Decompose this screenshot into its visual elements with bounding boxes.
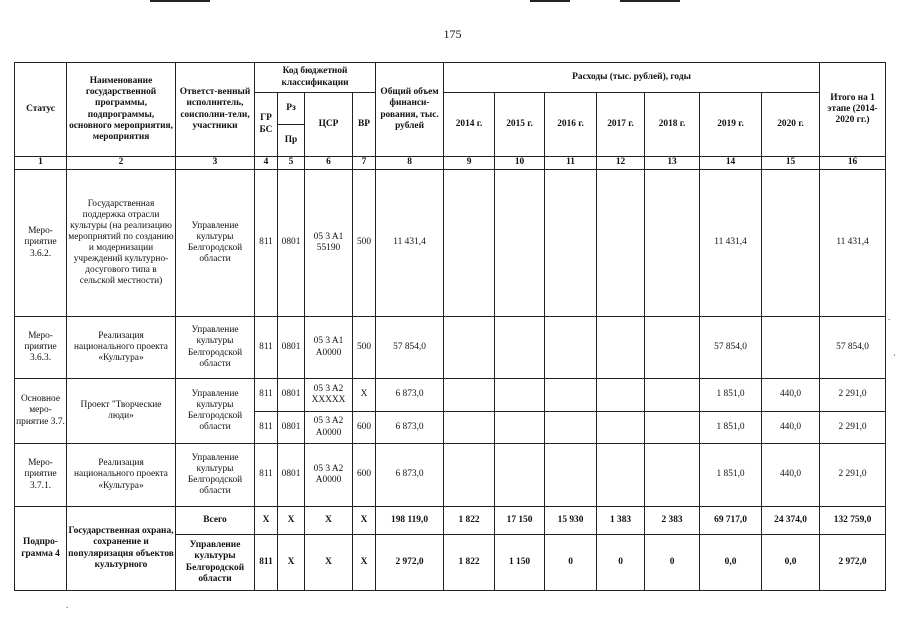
header-pr: Пр <box>278 125 305 157</box>
row-csr: 05 3 A2 XXXXX <box>305 379 353 412</box>
row-itogo: 2 291,0 <box>820 379 886 412</box>
row-y2015 <box>495 412 545 444</box>
row-y2018 <box>645 379 700 412</box>
row-total: 11 431,4 <box>376 170 444 317</box>
col-number: 12 <box>597 157 645 170</box>
scan-edge-line <box>620 0 680 2</box>
row-grbs: 811 <box>255 379 278 412</box>
row-csr: 05 3 A2 A0000 <box>305 444 353 507</box>
row-status: Меро-приятие 3.6.2. <box>15 170 67 317</box>
row-y2015: 17 150 <box>495 507 545 535</box>
row-y2014: 1 822 <box>444 507 495 535</box>
row-y2016: 15 930 <box>545 507 597 535</box>
col-number: 15 <box>762 157 820 170</box>
row-name: Проект "Творческие люди» <box>67 379 176 444</box>
budget-table <box>14 62 886 591</box>
row-itogo: 132 759,0 <box>820 507 886 535</box>
col-number: 11 <box>545 157 597 170</box>
row-y2014 <box>444 444 495 507</box>
col-number: 10 <box>495 157 545 170</box>
row-grbs: 811 <box>255 317 278 379</box>
row-rzpr: X <box>278 535 305 591</box>
header-year-2020: 2020 г. <box>762 93 820 157</box>
row-csr: 05 3 A1 A0000 <box>305 317 353 379</box>
row-y2015 <box>495 317 545 379</box>
row-name: Реализация национального проекта «Культура» <box>67 317 176 379</box>
row-total: 6 873,0 <box>376 379 444 412</box>
row-vr: X <box>353 507 376 535</box>
row-y2020: 0,0 <box>762 535 820 591</box>
row-y2016 <box>545 412 597 444</box>
row-y2019: 1 851,0 <box>700 444 762 507</box>
header-year-2019: 2019 г. <box>700 93 762 157</box>
scan-edge-line <box>530 0 570 2</box>
row-vr: 500 <box>353 170 376 317</box>
row-responsible: Управление культуры Белгородской области <box>176 379 255 444</box>
row-y2016: 0 <box>545 535 597 591</box>
scan-edge-line <box>150 0 210 2</box>
row-y2015: 1 150 <box>495 535 545 591</box>
header-year-2018: 2018 г. <box>645 93 700 157</box>
row-y2019: 69 717,0 <box>700 507 762 535</box>
row-itogo: 2 291,0 <box>820 444 886 507</box>
row-name: Государственная поддержка отрасли культуры (на реализацию мероприятий по созданию и модернизации учреждений культурно-досугового типа в сельской местности) <box>67 170 176 317</box>
row-y2017: 1 383 <box>597 507 645 535</box>
row-status: Меро-приятие 3.7.1. <box>15 444 67 507</box>
row-vr: 600 <box>353 444 376 507</box>
header-year-2014: 2014 г. <box>444 93 495 157</box>
header-responsible: Ответст-венный исполнитель, соисполни-тели, участники <box>176 63 255 157</box>
row-y2020: 440,0 <box>762 412 820 444</box>
row-rzpr: X <box>278 507 305 535</box>
row-y2016 <box>545 379 597 412</box>
col-number: 2 <box>67 157 176 170</box>
row-name: Реализация национального проекта «Культура» <box>67 444 176 507</box>
header-year-2017: 2017 г. <box>597 93 645 157</box>
header-vr: ВР <box>353 93 376 157</box>
row-y2018 <box>645 444 700 507</box>
header-status: Статус <box>15 63 67 157</box>
col-number: 5 <box>278 157 305 170</box>
col-number: 9 <box>444 157 495 170</box>
header-csr: ЦСР <box>305 93 353 157</box>
row-y2019: 0,0 <box>700 535 762 591</box>
row-csr: X <box>305 507 353 535</box>
row-y2017 <box>597 379 645 412</box>
row-csr: 05 3 A1 55190 <box>305 170 353 317</box>
row-grbs: 811 <box>255 412 278 444</box>
col-number: 1 <box>15 157 67 170</box>
row-y2017 <box>597 170 645 317</box>
row-responsible: Управление культуры Белгородской области <box>176 444 255 507</box>
scan-speck: . <box>66 600 69 610</box>
row-y2018 <box>645 170 700 317</box>
table-row <box>15 507 886 535</box>
col-number: 16 <box>820 157 886 170</box>
row-y2019: 57 854,0 <box>700 317 762 379</box>
row-status: Подпро-грамма 4 <box>15 507 67 591</box>
row-itogo: 57 854,0 <box>820 317 886 379</box>
page-number: 175 <box>443 27 462 41</box>
col-number: 7 <box>353 157 376 170</box>
table-row <box>15 379 886 412</box>
col-number: 8 <box>376 157 444 170</box>
row-total: 6 873,0 <box>376 444 444 507</box>
row-y2014: 1 822 <box>444 535 495 591</box>
row-vr: X <box>353 535 376 591</box>
row-rzpr: 0801 <box>278 170 305 317</box>
row-responsible: Управление культуры Белгородской области <box>176 170 255 317</box>
row-grbs: X <box>255 507 278 535</box>
header-itogo: Итого на 1 этапе (2014-2020 гг.) <box>820 63 886 157</box>
row-rzpr: 0801 <box>278 444 305 507</box>
row-y2019: 11 431,4 <box>700 170 762 317</box>
scan-speck: . <box>888 312 891 322</box>
row-grbs: 811 <box>255 170 278 317</box>
row-y2020: 440,0 <box>762 379 820 412</box>
row-y2020 <box>762 317 820 379</box>
row-vr: 600 <box>353 412 376 444</box>
row-y2018 <box>645 412 700 444</box>
header-expenses: Расходы (тыс. рублей), годы <box>444 63 820 93</box>
row-itogo: 11 431,4 <box>820 170 886 317</box>
row-y2015 <box>495 379 545 412</box>
row-vr: X <box>353 379 376 412</box>
row-vr: 500 <box>353 317 376 379</box>
row-total: 2 972,0 <box>376 535 444 591</box>
row-y2016 <box>545 170 597 317</box>
row-y2014 <box>444 170 495 317</box>
header-year-2016: 2016 г. <box>545 93 597 157</box>
row-itogo: 2 291,0 <box>820 412 886 444</box>
row-y2015 <box>495 444 545 507</box>
row-total: 198 119,0 <box>376 507 444 535</box>
header-budget-code: Код бюджетной классификации <box>255 63 376 93</box>
row-y2015 <box>495 170 545 317</box>
row-name: Государственная охрана, сохранение и популяризация объектов культурного <box>67 507 176 591</box>
header-year-2015: 2015 г. <box>495 93 545 157</box>
row-y2018: 0 <box>645 535 700 591</box>
col-number: 4 <box>255 157 278 170</box>
row-rzpr: 0801 <box>278 412 305 444</box>
row-grbs: 811 <box>255 535 278 591</box>
col-number: 14 <box>700 157 762 170</box>
row-total: 57 854,0 <box>376 317 444 379</box>
row-y2020: 24 374,0 <box>762 507 820 535</box>
row-grbs: 811 <box>255 444 278 507</box>
row-status: Меро-приятие 3.6.3. <box>15 317 67 379</box>
row-csr: 05 3 A2 A0000 <box>305 412 353 444</box>
row-y2017: 0 <box>597 535 645 591</box>
row-y2020: 440,0 <box>762 444 820 507</box>
row-y2017 <box>597 317 645 379</box>
row-y2019: 1 851,0 <box>700 379 762 412</box>
header-rz: Рз <box>278 93 305 125</box>
col-number: 13 <box>645 157 700 170</box>
row-y2018 <box>645 317 700 379</box>
col-number: 6 <box>305 157 353 170</box>
row-y2014 <box>444 317 495 379</box>
table-row <box>15 170 886 317</box>
row-y2017 <box>597 444 645 507</box>
row-responsible: Всего <box>176 507 255 535</box>
col-number: 3 <box>176 157 255 170</box>
row-y2014 <box>444 412 495 444</box>
scan-speck: · <box>893 350 896 360</box>
table-row <box>15 317 886 379</box>
row-y2017 <box>597 412 645 444</box>
row-itogo: 2 972,0 <box>820 535 886 591</box>
row-y2016 <box>545 317 597 379</box>
row-responsible: Управление культуры Белгородской области <box>176 535 255 591</box>
row-y2016 <box>545 444 597 507</box>
row-y2018: 2 383 <box>645 507 700 535</box>
row-status: Основное меро-приятие 3.7. <box>15 379 67 444</box>
header-name: Наименование государственной программы, подпрограммы, основного мероприятия, мероприятия <box>67 63 176 157</box>
header-total: Общий объем финанси-рования, тыс. рублей <box>376 63 444 157</box>
row-rzpr: 0801 <box>278 317 305 379</box>
row-rzpr: 0801 <box>278 379 305 412</box>
table-row <box>15 444 886 507</box>
row-responsible: Управление культуры Белгородской области <box>176 317 255 379</box>
row-y2014 <box>444 379 495 412</box>
row-csr: X <box>305 535 353 591</box>
row-total: 6 873,0 <box>376 412 444 444</box>
row-y2019: 1 851,0 <box>700 412 762 444</box>
header-grbs: ГР БС <box>255 93 278 157</box>
row-y2020 <box>762 170 820 317</box>
